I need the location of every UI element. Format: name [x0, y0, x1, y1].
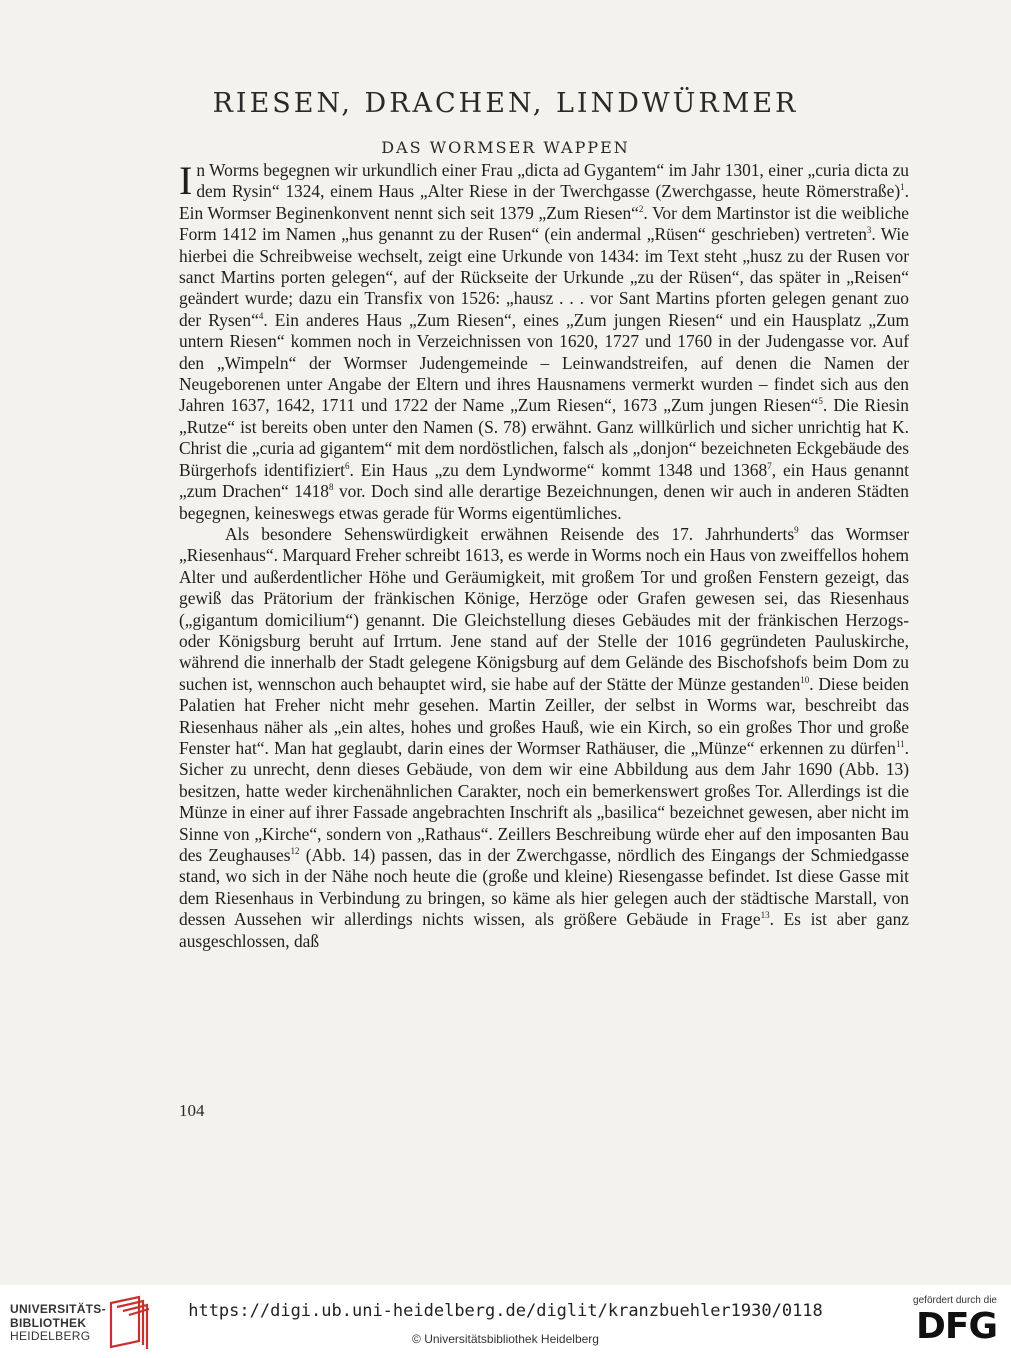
page-title: RIESEN, DRACHEN, LINDWÜRMER	[212, 88, 799, 119]
copyright-notice: © Universitätsbibliothek Heidelberg	[412, 1332, 599, 1346]
footnote-ref: 9	[794, 525, 799, 536]
library-name-line: BIBLIOTHEK	[10, 1315, 87, 1330]
footnote-ref: 6	[345, 460, 350, 471]
text-run: n Worms begegnen wir urkundlich einer Frau „dicta ad Gygantem“ im Jahr 1301, einer „curia dicta zu dem Rysin“ 1324, einem Haus „Alter Riese in der Twerchgasse (Zwerchgasse, heute Römerstraße)	[196, 160, 909, 202]
footnote-ref: 12	[290, 846, 300, 857]
text-run: , ein Haus genannt „zum Drachen“ 1418	[179, 459, 909, 502]
library-name-line: HEIDELBERG	[10, 1329, 91, 1343]
text-run: . Diese beiden Palatien hat Freher nicht mehr gesehen. Martin Zeiller, der selbst in Worms war, beschreibt das Riesenhaus näher als „ein altes, hohes und großes Hauß, wie ein Kirch, so ein großes Thor und große Fenster hat“. Man hat geglaubt, darin eines der Wormser Rathäuser, die „Münze“ erkennen zu dürfen	[179, 673, 909, 758]
footnote-ref: 11	[895, 739, 905, 750]
dfg-logo-icon: DFG	[915, 1306, 997, 1347]
text-run: . Ein anderes Haus „Zum Riesen“, eines „Zum jungen Riesen“ und ein Hausplatz „Zum untern Riesen“ kommen noch in Verzeichnissen von 1620, 1727 und 1760 in der Judengasse vor. Auf den „Wimpeln“ der Wormser Judengemeinde – Leinwandstreifen, auf denen die Namen der Neugeborenen unter Angabe der Eltern und ihres Hausnamens vermerkt wurden – findet sich aus den Jahren 1637, 1642, 1711 und 1722 der Name „Zum Riesen“, 1673 „Zum jungen Riesen“	[179, 309, 909, 416]
funder-logo[interactable]	[897, 1295, 997, 1353]
library-name-line: UNIVERSITÄTS-	[10, 1302, 106, 1316]
permalink-url[interactable]: https://digi.ub.uni-heidelberg.de/diglit/kranzbuehler1930/0118	[188, 1301, 823, 1321]
viewer-footer	[0, 1285, 1011, 1358]
footnote-ref: 1	[900, 182, 905, 193]
text-run: Als besondere Sehenswürdigkeit erwähnen Reisende des 17. Jahrhunderts	[225, 523, 795, 544]
funding-note: gefördert durch die	[913, 1295, 997, 1306]
text-run: . Es ist aber ganz ausgeschlossen, daß	[179, 909, 910, 951]
text-run: das Wormser „Riesenhaus“. Marquard Freher schreibt 1613, es werde in Worms noch ein Haus von zweiffellos hohem Alter und außerdentlicher Höhe und Geräumigkeit, mit großem Tor und großen Fenstern gezeigt, das gewiß das Prätorium der fränkischen Könige, Herzöge oder Grafen gewesen sei, das Riesenhaus („gigantum domicilium“) genannt. Die Gleichstellung dieses Gebäudes mit der fränkischen Herzogs- oder Königsburg beruht auf Irrtum. Jene stand auf der Stelle der 1016 gegründeten Pauluskirche, während die innerhalb der Stadt gelegene Königsburg auf dem Gelände des Bischofshofs beim Dom zu suchen ist, wennschon auch behauptet wird, sie habe auf der Stätte der Münze gestanden	[179, 523, 910, 694]
text-run: . Sicher zu unrecht, denn dieses Gebäude, von dem wir eine Abbildung aus dem Jahr 1690 (Abb. 13) besitzen, hatte weder kirchenähnlichen Carakter, noch ein bemerkenswert großes Tor. Allerdings ist die Münze in einer auf ihrer Fassade angebrachten Inschrift als „basilica“ bezeichnet gewesen, aber nicht im Sinne von „Kirche“, sondern von „Rathaus“. Zeillers Beschreibung würde eher auf den imposanten Bau des Zeughauses	[179, 737, 909, 865]
paragraph-2	[179, 524, 909, 952]
footnote-ref: 13	[760, 910, 770, 921]
text-run: (Abb. 14) passen, das in der Zwerchgasse, nördlich des Eingangs der Schmiedgasse stand, wo sich in der Nähe noch heute die (große und kleine) Riesengasse befindet. Ist diese Gasse mit dem Riesenhaus in Verbindung zu bringen, so käme als hier gelegen auch der städtische Marstall, von dessen Aussehen wir allerdings nichts wissen, als größere Gebäude in Frage	[179, 845, 909, 930]
body-text	[179, 160, 909, 952]
text-run: . Ein Wormser Beginenkonvent nennt sich seit 1379 „Zum Riesen“	[179, 181, 909, 223]
paragraph-1	[179, 160, 909, 524]
page-number: 104	[179, 1101, 205, 1120]
footnote-ref: 7	[767, 460, 772, 471]
text-run: vor. Doch sind alle derartige Bezeichnungen, denen wir auch in anderen Städten begegnen, keineswegs etwas gerade für Worms eigentümliches.	[179, 481, 909, 523]
footnote-ref: 2	[638, 204, 644, 215]
footnote-ref: 5	[818, 396, 823, 407]
text-run: . Vor dem Martinstor ist die weibliche Form 1412 im Namen „hus genannt zu der Rusen“ (ein andermal „Rüsen“ geschrieben) vertreten	[179, 202, 910, 245]
footnote-ref: 4	[258, 311, 264, 322]
text-run: . Wie hierbei die Schreibweise wechselt, zeigt eine Urkunde von 1434: im Text steht „husz zu der Rusen vor sanct Martins porten gelegen“, auf der Rückseite der Urkunde „zu der Rüsen“, das später in „Reisen“ geändert wurde; dazu ein Transfix von 1526: „hausz . . . vor Sant Martins pforten gelegen genant zuo der Rysen“	[179, 224, 909, 330]
footnote-ref: 8	[329, 482, 334, 493]
text-run: . Ein Haus „zu dem Lyndworme“ kommt 1348 und 1368	[349, 459, 768, 480]
section-subtitle: DAS WORMSER WAPPEN	[381, 138, 630, 157]
drop-cap: I	[179, 158, 193, 203]
footnote-ref: 3	[866, 225, 872, 236]
text-run: . Die Riesin „Rutze“ ist bereits oben unter den Namen (S. 78) erwähnt. Ganz willkürlich und sicher unrichtig hat K. Christ die „curia ad gigantem“ mit dem nordöstlichen, falsch als „donjon“ bezeichneten Eckgebäude des Bürgerhofs identifiziert	[179, 395, 909, 480]
footnote-ref: 10	[800, 674, 810, 685]
